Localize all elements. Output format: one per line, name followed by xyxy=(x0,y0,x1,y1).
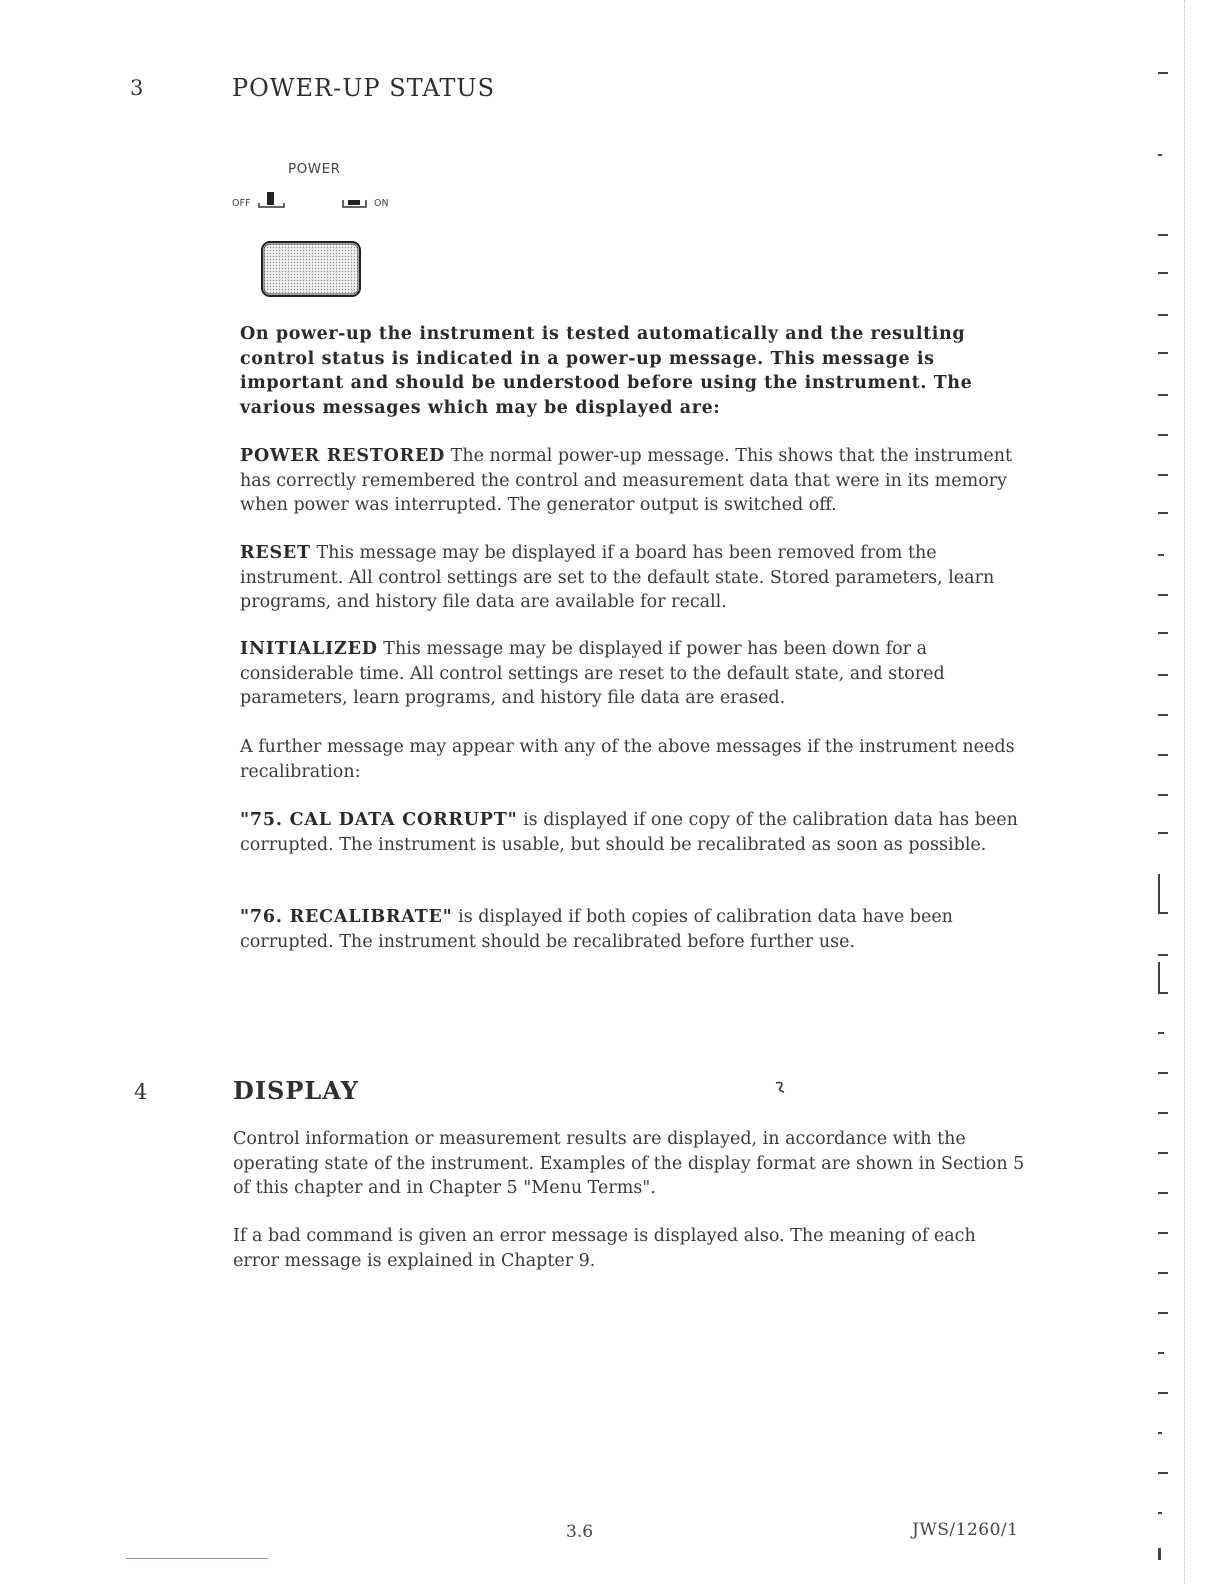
message-term: POWER RESTORED xyxy=(240,446,446,466)
message-initialized xyxy=(240,637,1020,711)
message-text: The normal power-up message. This shows that the instrument has correctly remembered the control and measurement data that were in its memory when power was interrupted. The generator output is switched off. xyxy=(240,446,1012,515)
document-reference: JWS/1260/1 xyxy=(912,1520,1019,1540)
section-4-number: 4 xyxy=(134,1080,148,1104)
message-text: is displayed if both copies of calibration data have been corrupted. The instrument should be recalibrated before further use. xyxy=(240,907,953,952)
message-text: This message may be displayed if a board has been removed from the instrument. All control settings are set to the default state. Stored parameters, learn programs, and history file data are available for recall. xyxy=(240,543,995,612)
binding-marks xyxy=(1158,0,1178,1584)
message-term: INITIALIZED xyxy=(240,639,378,659)
message-reset xyxy=(240,541,1020,615)
display-paragraph-2: If a bad command is given an error message is displayed also. The meaning of each error message is explained in Chapter 9. xyxy=(233,1226,976,1271)
scan-artifact-icon xyxy=(774,1080,788,1094)
message-text: This message may be displayed if power has been down for a considerable time. All control settings are reset to the default state, and stored parameters, learn programs, and history file data are erased. xyxy=(240,639,945,708)
power-switch-figure xyxy=(228,158,388,308)
further-message-paragraph: A further message may appear with any of the above messages if the instrument needs recalibration: xyxy=(240,737,1015,782)
section-3-number: 3 xyxy=(130,76,144,100)
page-number: 3.6 xyxy=(566,1522,594,1542)
message-term: "76. RECALIBRATE" xyxy=(240,907,453,927)
on-label: ON xyxy=(374,198,389,209)
message-text: is displayed if one copy of the calibration data has been corrupted. The instrument is usable, but should be recalibrated as soon as possible. xyxy=(240,810,1018,855)
cal-message-76 xyxy=(240,905,1020,954)
on-indicator-icon xyxy=(342,195,368,209)
off-label: OFF xyxy=(232,198,251,209)
display-paragraph-1: Control information or measurement results are displayed, in accordance with the operating state of the instrument. Examples of the display format are shown in Section 5 of this chapter and in Chapter 5 "Menu Terms". xyxy=(233,1129,1025,1198)
off-indicator-icon xyxy=(258,189,288,209)
section-4-title: DISPLAY xyxy=(233,1076,359,1105)
binding-edge-line xyxy=(1184,0,1186,1584)
footer-rule xyxy=(126,1558,268,1559)
message-power-restored xyxy=(240,444,1020,518)
power-button-icon xyxy=(260,240,364,300)
intro-paragraph: On power-up the instrument is tested automatically and the resulting control status is indicated in a power-up message. This message is important and should be understood before using the instrument. The various messages which may be displayed are: xyxy=(240,324,973,418)
message-term: "75. CAL DATA CORRUPT" xyxy=(240,810,518,830)
section-3-title: POWER-UP STATUS xyxy=(232,74,496,102)
power-label: POWER xyxy=(288,161,341,177)
message-term: RESET xyxy=(240,543,311,563)
cal-message-75 xyxy=(240,808,1020,857)
